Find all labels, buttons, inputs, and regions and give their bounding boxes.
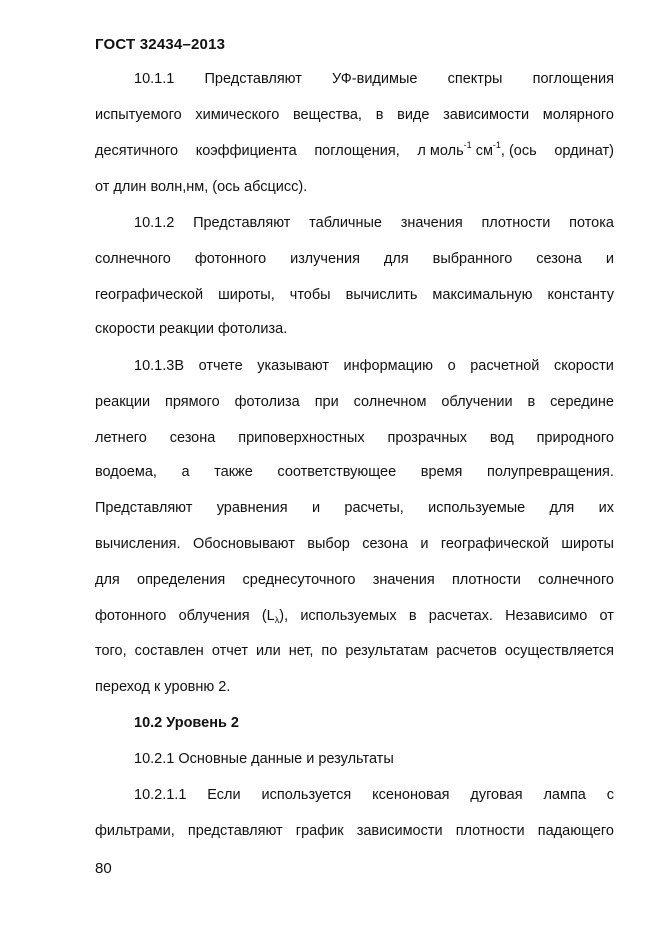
word: реакции — [95, 394, 151, 410]
unit-expression — [417, 142, 536, 160]
word: значения — [400, 215, 463, 231]
p4-line-1 — [134, 786, 614, 804]
word: лампа — [543, 787, 586, 803]
word: фотонного — [95, 608, 167, 624]
word: прямого — [164, 394, 220, 410]
word: фильтрами, — [95, 823, 175, 839]
word: нет, — [288, 643, 314, 659]
p3-line-3 — [95, 429, 614, 447]
word: солнечном — [353, 394, 427, 410]
word: химического — [195, 107, 280, 123]
word: сезона — [169, 430, 216, 446]
word: скорости — [553, 358, 614, 374]
word: используется — [261, 787, 352, 803]
p1-line-1 — [134, 70, 614, 88]
word: зависимости — [356, 823, 443, 839]
word: или — [256, 643, 281, 659]
word: расчетах. — [428, 608, 493, 624]
page-number: 80 — [95, 860, 112, 877]
p3-line-6 — [95, 535, 614, 553]
word: составлен — [134, 643, 204, 659]
word: вычислить — [345, 287, 418, 303]
word: , (ось — [500, 143, 537, 159]
word: Независимо — [505, 608, 588, 624]
word: и — [311, 500, 321, 516]
p3-line-2 — [95, 393, 614, 411]
word: расчетов — [436, 643, 497, 659]
word: водоема, — [95, 464, 157, 480]
word: плотности — [481, 215, 551, 231]
word: определения — [137, 572, 226, 588]
word: широты, — [218, 287, 275, 303]
word: УФ-видимые — [332, 71, 418, 87]
word: облучения — [178, 608, 250, 624]
word: выбор — [307, 536, 350, 552]
word: приповерхностных — [238, 430, 365, 446]
word: Представляют — [95, 500, 193, 516]
p3-line-8 — [95, 607, 614, 625]
word: дуговая — [470, 787, 523, 803]
word: максимальную — [432, 287, 533, 303]
word: и — [420, 536, 429, 552]
word: поглощения, — [314, 143, 400, 159]
word: отчет — [211, 643, 248, 659]
word: в — [375, 107, 384, 123]
word: выбранного — [432, 251, 513, 267]
symbol-l-lambda: $(L_\lambda)$, — [261, 608, 289, 625]
word: в — [408, 608, 417, 624]
word: молярного — [542, 107, 614, 123]
subsection-heading-10-2-1: 10.2.1 Основные данные и результаты — [134, 751, 394, 767]
word: график — [295, 823, 344, 839]
word: время — [420, 464, 463, 480]
word: также — [214, 464, 253, 480]
word: солнечного — [95, 251, 171, 267]
word: 10.1.1 — [134, 71, 175, 87]
word: Если — [207, 787, 241, 803]
word: солнечного — [538, 572, 614, 588]
word: падающего — [537, 823, 614, 839]
word: используемых — [300, 608, 397, 624]
p3-line-10: переход к уровню 2. — [95, 679, 231, 695]
word: середине — [550, 394, 614, 410]
word: уравнения — [216, 500, 288, 516]
p1-line-2 — [95, 106, 614, 124]
word: ксеноновая — [372, 787, 450, 803]
word: 10.1.2 — [134, 215, 175, 231]
word: прозрачных — [387, 430, 467, 446]
word: спектры — [447, 71, 503, 87]
word: результатам — [345, 643, 429, 659]
unit-mol: моль — [429, 143, 464, 159]
word: Обосновывают — [192, 536, 295, 552]
word: о — [447, 358, 456, 374]
word: ординат) — [554, 143, 614, 159]
word: среднесуточного — [242, 572, 356, 588]
p2-line-3 — [95, 286, 614, 304]
subscript-lambda: λ — [274, 615, 280, 625]
word: полупревращения. — [486, 464, 614, 480]
word: сезона — [362, 536, 408, 552]
unit-l: л — [417, 143, 426, 159]
p2-line-2 — [95, 250, 614, 268]
word: константу — [547, 287, 614, 303]
p2-line-4: скорости реакции фотолиза. — [95, 321, 288, 337]
word: природного — [536, 430, 614, 446]
word: испытуемого — [95, 107, 182, 123]
word: соответствующее — [277, 464, 397, 480]
word: для — [549, 500, 575, 516]
word: представляют — [187, 823, 283, 839]
word: от — [599, 608, 614, 624]
word: и — [605, 251, 614, 267]
word: географической — [440, 536, 549, 552]
word: а — [181, 464, 190, 480]
word: расчетной — [470, 358, 540, 374]
word: по — [321, 643, 338, 659]
word: вещества, — [293, 107, 362, 123]
p1-line-4: от длин волн,нм, (ось абсцисс). — [95, 179, 308, 195]
word: указывают — [257, 358, 329, 374]
p3-line-4 — [95, 463, 614, 481]
word: отчете — [198, 358, 243, 374]
word: поглощения — [532, 71, 614, 87]
word: Представляют — [204, 71, 302, 87]
word: в — [527, 394, 536, 410]
p3-line-7 — [95, 571, 614, 589]
word: излучения — [290, 251, 360, 267]
word: для — [383, 251, 409, 267]
word: используемые — [428, 500, 526, 516]
word: осуществляется — [504, 643, 614, 659]
p3-line-5 — [95, 499, 614, 517]
word: для — [95, 572, 120, 588]
word: зависимости — [443, 107, 530, 123]
section-heading-10-2: 10.2 Уровень 2 — [134, 715, 239, 731]
word: плотности — [451, 572, 521, 588]
word: информацию — [343, 358, 433, 374]
word: вод — [489, 430, 514, 446]
word: географической — [95, 287, 204, 303]
word: фотолиза — [234, 394, 300, 410]
word: облучении — [441, 394, 513, 410]
word: плотности — [455, 823, 525, 839]
unit-cm: см — [475, 143, 493, 159]
word: потока — [569, 215, 614, 231]
superscript: -1 — [463, 140, 472, 150]
word: при — [314, 394, 339, 410]
word: десятичного — [95, 143, 179, 159]
p2-line-1 — [134, 214, 614, 232]
word: 10.1.3В — [134, 358, 184, 374]
word: сезона — [536, 251, 582, 267]
word: значения — [372, 572, 435, 588]
word: расчеты, — [344, 500, 404, 516]
word: фотонного — [194, 251, 267, 267]
word: широты — [561, 536, 614, 552]
p3-line-9 — [95, 642, 614, 660]
word: Представляют — [193, 215, 291, 231]
word: табличные — [309, 215, 382, 231]
superscript: -1 — [492, 140, 501, 150]
word: вычисления. — [95, 536, 181, 552]
word: коэффициента — [195, 143, 297, 159]
p4-line-2 — [95, 822, 614, 840]
document-header: ГОСТ 32434–2013 — [95, 36, 226, 53]
word: 10.2.1.1 — [134, 787, 187, 803]
p3-line-1 — [134, 357, 614, 375]
word: их — [598, 500, 614, 516]
word: того, — [95, 643, 127, 659]
word: летнего — [95, 430, 147, 446]
word: чтобы — [289, 287, 331, 303]
p1-line-3 — [95, 142, 614, 160]
word: виде — [397, 107, 430, 123]
word: с — [606, 787, 614, 803]
